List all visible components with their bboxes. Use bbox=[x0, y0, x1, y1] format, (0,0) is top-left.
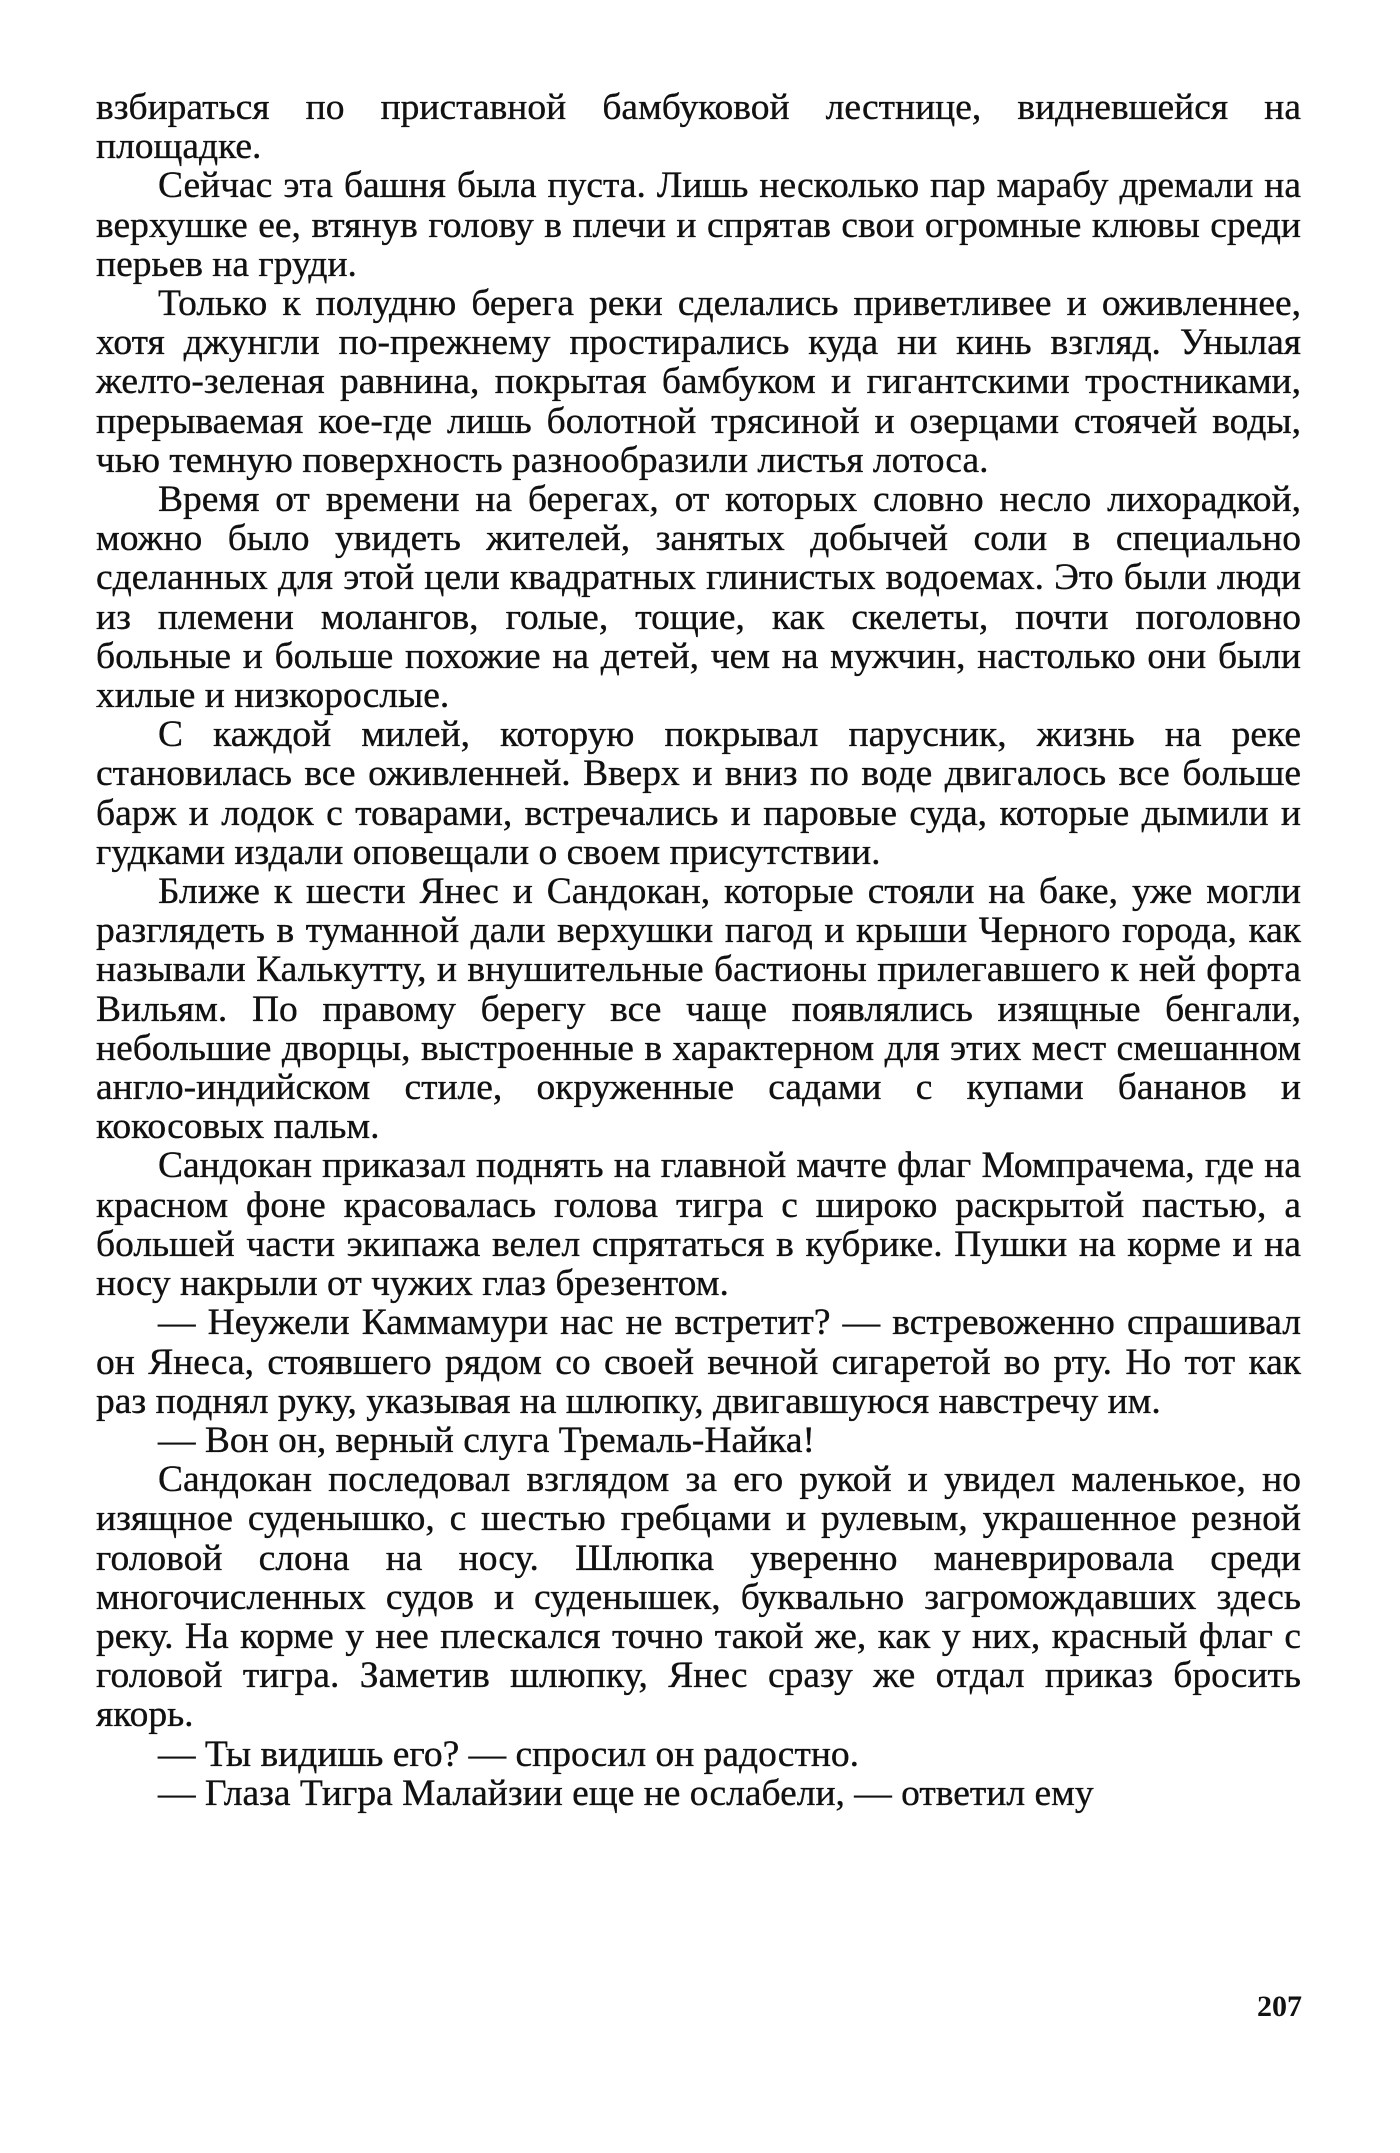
paragraph: Время от времени на берегах, от которых словно несло лихорадкой, можно было увидеть жителей, занятых добычей соли в специально сделанных для этой цели квадратных глинистых водоемах. Это были люди из племени молангов, голые, тощие, как скелеты, почти поголовно больные и больше похожие на детей, чем на мужчин, настолько они были хилые и низкорослые. bbox=[96, 479, 1301, 717]
paragraph: взбираться по приставной бамбуковой лестнице, видневшейся на площадке. bbox=[96, 87, 1301, 168]
paragraph: Сандокан приказал поднять на главной мачте флаг Момпрачема, где на красном фоне красовалась голова тигра с широко раскрытой пастью, а большей части экипажа велел спрятаться в кубрике. Пушки на корме и на носу накрыли от чужих глаз брезентом. bbox=[96, 1145, 1301, 1305]
paragraph: Сандокан последовал взглядом за его рукой и увидел маленькое, но изящное суденышко, с шестью гребцами и рулевым, украшенное резной головой слона на носу. Шлюпка уверенно маневрировала среди многочисленных судов и суденышек, буквально загромождавших здесь реку. На корме у нее плескался точно такой же, как у них, красный флаг с головой тигра. Заметив шлюпку, Янес сразу же отдал приказ бросить якорь. bbox=[96, 1459, 1301, 1736]
paragraph: — Глаза Тигра Малайзии еще не ослабели, — ответил ему bbox=[158, 1772, 1094, 1814]
paragraph: Сейчас эта башня была пуста. Лишь несколько пар марабу дремали на верхушке ее, втянув голову в плечи и спрятав свои огромные клювы среди перьев на груди. bbox=[96, 165, 1301, 285]
paragraph: С каждой милей, которую покрывал парусник, жизнь на реке становилась все оживленней. Вверх и вниз по воде двигалось все больше барж и лодок с товарами, встречались и паровые суда, которые дымили и гудками издали оповещали о своем присутствии. bbox=[96, 714, 1301, 873]
paragraph: — Вон он, верный слуга Тремаль-Найка! bbox=[158, 1419, 815, 1461]
paragraph: Только к полудню берега реки сделались приветливее и оживленнее, хотя джунгли по-прежнему простирались куда ни кинь взгляд. Унылая желто-зеленая равнина, покрытая бамбуком и гигантскими тростниками, прерываемая кое-где лишь болотной трясиной и озерцами стоячей воды, чью темную поверхность разнообразили листья лотоса. bbox=[96, 283, 1301, 481]
paragraph: Ближе к шести Янес и Сандокан, которые стояли на баке, уже могли разглядеть в туманной дали верхушки пагод и крыши Черного города, как называли Калькутту, и внушительные бастионы прилегавшего к ней форта Вильям. По правому берегу все чаще появлялись изящные бенгали, небольшие дворцы, выстроенные в характерном для этих мест смешанном англо-индийском стиле, окруженные садами с купами бананов и кокосовых пальм. bbox=[96, 871, 1301, 1148]
page-text bbox=[96, 88, 1301, 2048]
paragraph: — Неужели Каммамури нас не встретит? — встревоженно спрашивал он Янеса, стоявшего рядом со своей вечной сигаретой во рту. Но тот как раз поднял руку, указывая на шлюпку, двигавшуюся навстречу им. bbox=[96, 1302, 1301, 1422]
page-number: 207 bbox=[1257, 1990, 1302, 2023]
paragraph: — Ты видишь его? — спросил он радостно. bbox=[158, 1733, 860, 1775]
